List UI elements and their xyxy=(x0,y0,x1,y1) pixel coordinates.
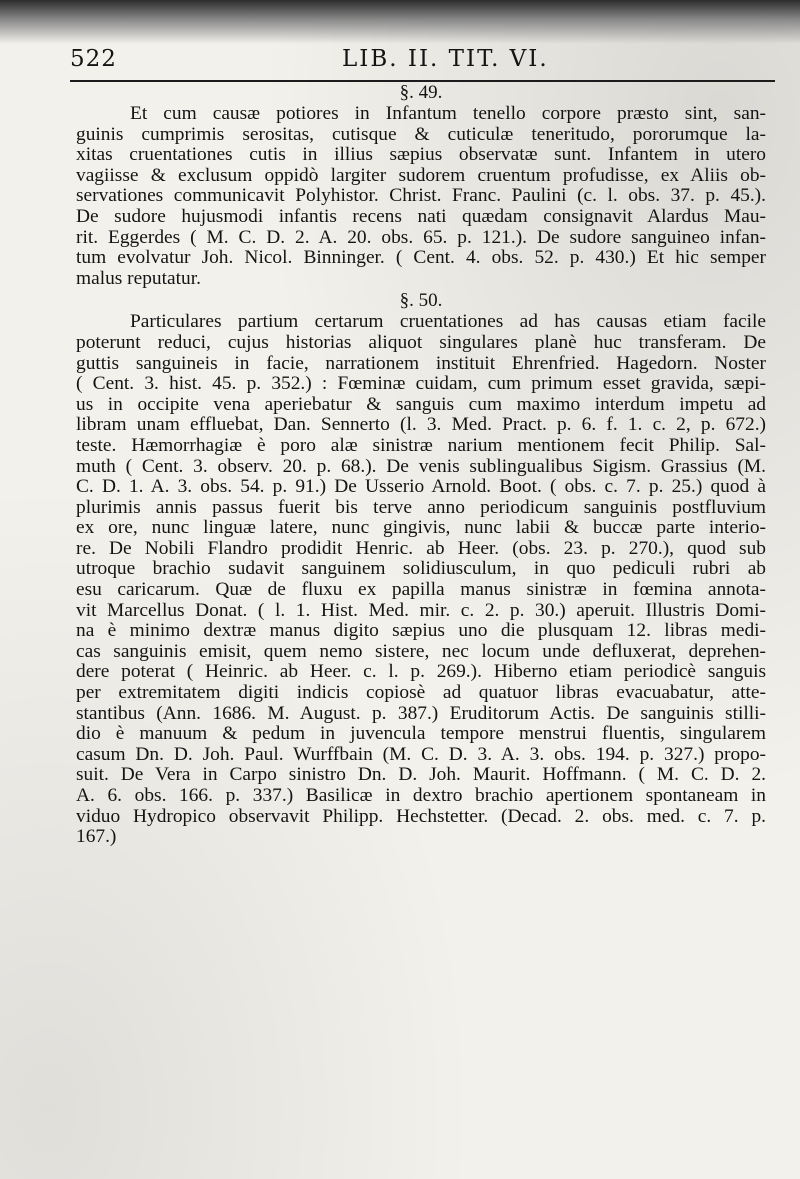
text-line: esu caricarum. Quæ de fluxu ex papilla manus sinistræ in fœmina annota- xyxy=(76,579,766,601)
text-line: us in occipite vena aperiebatur & sanguis cum maximo interdum impetu ad xyxy=(76,393,766,415)
text-line: vagiisse & exclusum oppidò largiter sudorem cruentum profudisse, ex Aliis ob- xyxy=(76,164,766,186)
text-line: Et cum causæ potiores in Infantum tenello corpore præsto sint, san- xyxy=(130,103,766,124)
text-line: per extremitatem digiti indicis copiosè ad quatuor libras evacuabatur, atte- xyxy=(76,682,766,704)
section-heading: §. 50. xyxy=(399,290,443,312)
text-line: suit. De Vera in Carpo sinistro Dn. D. Joh. Maurit. Hoffmann. ( M. C. D. 2. xyxy=(76,764,766,786)
scan-shadow xyxy=(0,0,800,44)
text-line: vit Marcellus Donat. ( l. 1. Hist. Med. mir. c. 2. p. 30.) aperuit. Illustris Domi- xyxy=(76,599,766,621)
section-heading: §. 49. xyxy=(399,82,443,103)
text-line: Particulares partium certarum cruentationes ad has causas etiam facile xyxy=(130,311,766,333)
text-line: malus reputatur. xyxy=(76,267,201,289)
text-line: De sudore hujusmodi infantis recens nati quædam consignavit Alardus Mau- xyxy=(76,205,766,227)
page-number: 522 xyxy=(70,46,117,72)
text-line: re. De Nobili Flandro prodidit Henric. ab Heer. (obs. 23. p. 270.), quod sub xyxy=(76,537,766,559)
text-line: cas sanguinis emisit, quem nemo sistere, nec locum unde defluxerat, deprehen- xyxy=(76,640,766,662)
page-body xyxy=(76,81,766,848)
text-line: 167.) xyxy=(76,826,117,848)
text-line: C. D. 1. A. 3. obs. 54. p. 91.) De Usserio Arnold. Boot. ( obs. c. 7. p. 25.) quod à xyxy=(76,476,766,498)
text-line: guinis cumprimis serositas, cutisque & cuticulæ teneritudo, pororumque la- xyxy=(76,123,766,145)
text-line: casum Dn. D. Joh. Paul. Wurffbain (M. C. D. 3. A. 3. obs. 194. p. 327.) propo- xyxy=(76,743,766,765)
text-line: ( Cent. 3. hist. 45. p. 352.) : Fœminæ cuidam, cum primum esset gravida, sæpi- xyxy=(76,373,766,395)
text-line: dio è manuum & pedum in juvencula tempore menstrui fluentis, singularem xyxy=(76,723,766,745)
text-line: muth ( Cent. 3. observ. 20. p. 68.). De venis sublingualibus Sigism. Grassius (M. xyxy=(76,455,766,477)
text-line: dere poterat ( Heinric. ab Heer. c. l. p. 269.). Hiberno etiam periodicè sanguis xyxy=(76,661,766,683)
text-line: libram unam effluebat, Dan. Sennerto (l. 3. Med. Pract. p. 6. f. 1. c. 2, p. 672.) xyxy=(76,414,766,436)
text-line: rit. Eggerdes ( M. C. D. 2. A. 20. obs. 65. p. 121.). De sudore sanguineo infan- xyxy=(76,226,766,248)
text-line: ex ore, nunc linguæ latere, nunc gingivis, nunc labii & buccæ parte interio- xyxy=(76,517,766,539)
text-line: stantibus (Ann. 1686. M. August. p. 387.) Eruditorum Actis. De sanguinis stilli- xyxy=(76,702,766,724)
text-line: na è minimo dextræ manus digito sæpius uno die plusquam 12. libras medi- xyxy=(76,620,766,642)
text-line: viduo Hydropico observavit Philipp. Hechstetter. (Decad. 2. obs. med. c. 7. p. xyxy=(76,805,766,827)
text-line: xitas cruentationes cutis in illius sæpius observatæ sunt. Infantem in utero xyxy=(76,144,766,166)
text-line: servationes communicavit Polyhistor. Christ. Franc. Paulini (c. l. obs. 37. p. 45.). xyxy=(76,185,766,207)
text-line: utroque brachio sudavit sanguinem solidiusculum, in quo pediculi rubri ab xyxy=(76,558,766,580)
text-line: plurimis annis passus fuerit bis terve anno periodicum sanguinis postfluvium xyxy=(76,496,766,518)
text-line: guttis sanguineis in facie, narrationem instituit Ehrenfried. Hagedorn. Noster xyxy=(76,352,766,374)
text-line: A. 6. obs. 166. p. 337.) Basilicæ in dextro brachio apertionem spontaneam in xyxy=(76,785,766,806)
page-header xyxy=(70,44,770,78)
text-line: tum evolvatur Joh. Nicol. Binninger. ( Cent. 4. obs. 52. p. 430.) Et hic semper xyxy=(76,247,766,269)
text-line: teste. Hæmorrhagiæ è poro alæ sinistræ narium mentionem fecit Philip. Sal- xyxy=(76,434,766,456)
running-title: LIB. II. TIT. VI. xyxy=(342,46,549,72)
text-line: poterunt reduci, cujus historias aliquot singulares planè huc transferam. De xyxy=(76,331,766,353)
